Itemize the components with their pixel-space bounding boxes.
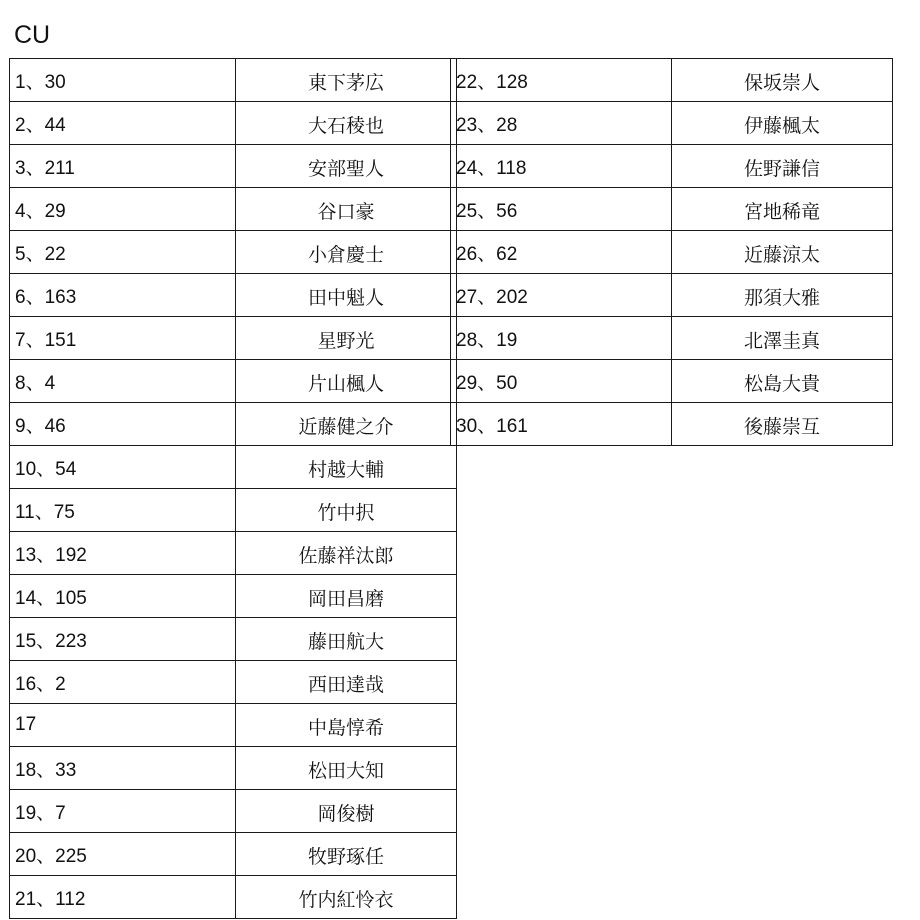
player-name-cell: 村越大輔	[236, 446, 457, 489]
player-name-cell: 牧野琢任	[236, 833, 457, 876]
player-number-cell: 3、211	[10, 145, 236, 188]
table-row	[10, 145, 457, 188]
player-name-cell: 藤田航大	[236, 618, 457, 661]
player-name-cell: 星野光	[236, 317, 457, 360]
table-row	[10, 661, 457, 704]
player-name-cell: 小倉慶士	[236, 231, 457, 274]
player-name-cell: 西田達哉	[236, 661, 457, 704]
table-row	[10, 188, 457, 231]
player-name-cell: 岡俊樹	[236, 790, 457, 833]
player-number-cell: 18、33	[10, 747, 236, 790]
player-number-cell: 20、225	[10, 833, 236, 876]
table-row	[10, 876, 457, 919]
player-number-cell: 10、54	[10, 446, 236, 489]
player-number-cell: 30、161	[451, 403, 672, 446]
player-number-cell: 24、118	[451, 145, 672, 188]
player-name-cell: 岡田昌磨	[236, 575, 457, 618]
roster-table-right	[450, 58, 893, 446]
player-number-cell: 9、46	[10, 403, 236, 446]
player-number-cell: 14、105	[10, 575, 236, 618]
table-row	[451, 317, 893, 360]
table-row	[10, 790, 457, 833]
player-number-cell: 7、151	[10, 317, 236, 360]
table-row	[10, 575, 457, 618]
player-number-cell: 5、22	[10, 231, 236, 274]
player-name-cell: 松田大知	[236, 747, 457, 790]
player-number-cell: 23、28	[451, 102, 672, 145]
player-number-cell: 19、7	[10, 790, 236, 833]
table-row	[10, 360, 457, 403]
table-row	[451, 102, 893, 145]
player-name-cell: 伊藤楓太	[672, 102, 893, 145]
player-name-cell: 大石稜也	[236, 102, 457, 145]
player-name-cell: 竹内紅怜衣	[236, 876, 457, 919]
player-name-cell: 北澤圭真	[672, 317, 893, 360]
player-name-cell: 那須大雅	[672, 274, 893, 317]
page-title: CU	[14, 21, 51, 49]
table-row	[10, 102, 457, 145]
player-name-cell: 近藤健之介	[236, 403, 457, 446]
player-number-cell: 28、19	[451, 317, 672, 360]
player-number-cell: 16、2	[10, 661, 236, 704]
player-name-cell: 後藤崇互	[672, 403, 893, 446]
player-name-cell: 保坂崇人	[672, 59, 893, 102]
player-number-cell: 8、4	[10, 360, 236, 403]
player-number-cell: 25、56	[451, 188, 672, 231]
player-name-cell: 竹中択	[236, 489, 457, 532]
table-row	[451, 274, 893, 317]
player-number-cell: 6、163	[10, 274, 236, 317]
player-name-cell: 中島惇希	[236, 704, 457, 747]
table-row	[10, 747, 457, 790]
table-row	[10, 59, 457, 102]
player-name-cell: 谷口豪	[236, 188, 457, 231]
player-number-cell: 17	[10, 704, 236, 747]
player-number-cell: 13、192	[10, 532, 236, 575]
player-number-cell: 29、50	[451, 360, 672, 403]
player-number-cell: 4、29	[10, 188, 236, 231]
table-row	[10, 317, 457, 360]
player-number-cell: 15、223	[10, 618, 236, 661]
player-number-cell: 2、44	[10, 102, 236, 145]
player-name-cell: 東下茅広	[236, 59, 457, 102]
player-number-cell: 27、202	[451, 274, 672, 317]
table-row	[451, 59, 893, 102]
roster-table-right-body	[451, 59, 893, 446]
table-row	[10, 618, 457, 661]
table-row	[10, 833, 457, 876]
table-row	[10, 403, 457, 446]
player-name-cell: 宮地稀竜	[672, 188, 893, 231]
player-name-cell: 松島大貴	[672, 360, 893, 403]
table-row	[451, 360, 893, 403]
roster-table-left	[9, 58, 457, 919]
player-number-cell: 26、62	[451, 231, 672, 274]
player-number-cell: 11、75	[10, 489, 236, 532]
table-row	[451, 231, 893, 274]
player-name-cell: 田中魁人	[236, 274, 457, 317]
roster-table-left-body	[10, 59, 457, 919]
table-row	[10, 446, 457, 489]
player-name-cell: 安部聖人	[236, 145, 457, 188]
player-name-cell: 佐藤祥汰郎	[236, 532, 457, 575]
table-row	[10, 274, 457, 317]
table-row	[451, 403, 893, 446]
player-name-cell: 佐野謙信	[672, 145, 893, 188]
table-row	[10, 231, 457, 274]
player-name-cell: 片山楓人	[236, 360, 457, 403]
table-row	[451, 188, 893, 231]
table-row	[451, 145, 893, 188]
player-number-cell: 22、128	[451, 59, 672, 102]
table-row	[10, 489, 457, 532]
player-number-cell: 1、30	[10, 59, 236, 102]
player-name-cell: 近藤涼太	[672, 231, 893, 274]
table-row	[10, 532, 457, 575]
player-number-cell: 21、112	[10, 876, 236, 919]
table-row	[10, 704, 457, 747]
